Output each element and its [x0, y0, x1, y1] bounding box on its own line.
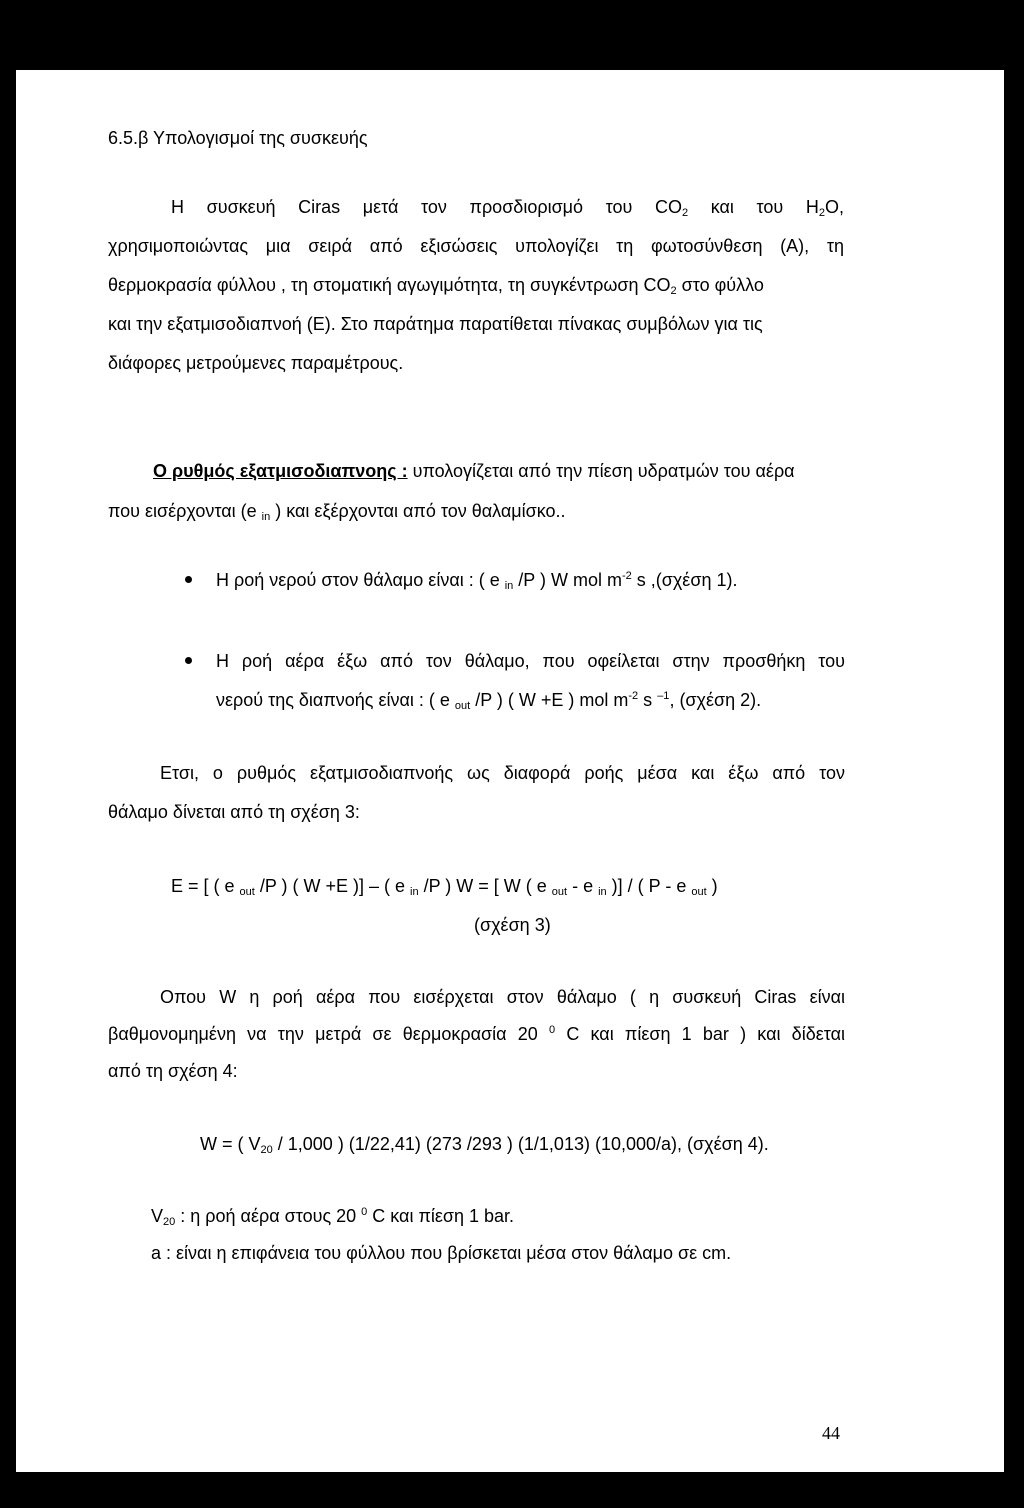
intro-line-1: Η συσκευή Ciras μετά τον προσδιορισμό του $CO_2$ και του $H_2O$, — [171, 197, 844, 219]
section-heading: 6.5.β Υπολογισμοί της συσκευής — [108, 128, 368, 148]
scan-border-bottom — [0, 1472, 1024, 1508]
scan-border-left — [0, 0, 16, 1508]
definition-a: a : είναι η επιφάνεια του φύλλου που βρίσκεται μέσα στον θάλαμο σε cm. — [151, 1243, 732, 1263]
page-number: 44 — [822, 1423, 840, 1443]
para3-line-3: από τη σχέση 4: — [108, 1061, 238, 1081]
rate-line-2: που εισέρχονται (e $_{in}$ ) και εξέρχονται από τον θαλαμίσκο.. — [108, 501, 566, 523]
intro-line-3: θερμοκρασία φύλλου , τη στοματική αγωγιμότητα, τη συγκέντρωση $CO_2$ στο φύλλο — [108, 275, 764, 297]
bullet-dot — [185, 576, 192, 583]
bullet-2-line-2: νερού της διαπνοής είναι : ( e $_{out}$ /P ) ( W +E ) mol $m^{-2}$ s $^{-1}$, (σχέση 2). — [216, 690, 762, 712]
intro-line-4: και την εξατμισοδιαπνοή (Ε). Στο παράτημα παρατίθεται πίνακας συμβόλων για τις — [108, 314, 763, 334]
para3-line-1: Οπου W η ροή αέρα που εισέρχεται στον θάλαμο ( η συσκευή Ciras είναι — [160, 987, 845, 1007]
scan-border-top — [0, 0, 1024, 70]
rate-line-1: Ο ρυθμός εξατμισοδιαπνοης : υπολογίζεται από την πίεση υδρατμών του αέρα — [153, 461, 795, 481]
equation-3: E = [ ( e $_{out}$ /P ) ( W +E )] – ( e $_{in}$ /P ) W = [ W ( e $_{out}$ - e $_{in}$ )] / ( P - e $_{out}$ ) — [171, 876, 718, 898]
para2-line-1: Ετσι, ο ρυθμός εξατμισοδιαπνοής ως διαφορά ροής μέσα και έξω από τον — [160, 763, 845, 783]
intro-line-2: χρησιμοποιώντας μια σειρά από εξισώσεις υπολογίζει τη φωτοσύνθεση (Α), τη — [108, 236, 844, 256]
bullet-1: Η ροή νερού στον θάλαμο είναι : ( e $_{in}$ /P ) W mol $m^{-2}$ s ,(σχέση 1). — [216, 570, 738, 592]
scan-border-right — [1004, 0, 1024, 1508]
para3-line-2: βαθμονομημένη να την μετρά σε θερμοκρασία 20 $^0$ C και πίεση 1 bar ) και δίδεται — [108, 1024, 845, 1044]
bullet-2-line-1: Η ροή αέρα έξω από τον θάλαμο, που οφείλεται στην προσθήκη του — [216, 651, 845, 671]
bullet-dot — [185, 657, 192, 664]
equation-4: W = ( $V_{20} / 1,000$ ) (1/22,41) (273 /293 ) (1/1,013) (10,000/a), (σχέση 4). — [200, 1134, 769, 1156]
rate-title: Ο ρυθμός εξατμισοδιαπνοης : — [153, 461, 408, 481]
definition-v20: $V_{20}$ : η ροή αέρα στους 20 $^0$ C και πίεση 1 bar. — [151, 1206, 515, 1228]
equation-3-label: (σχέση 3) — [474, 915, 551, 935]
intro-line-5: διάφορες μετρούμενες παραμέτρους. — [108, 353, 404, 373]
para2-line-2: θάλαμο δίνεται από τη σχέση 3: — [108, 802, 360, 822]
